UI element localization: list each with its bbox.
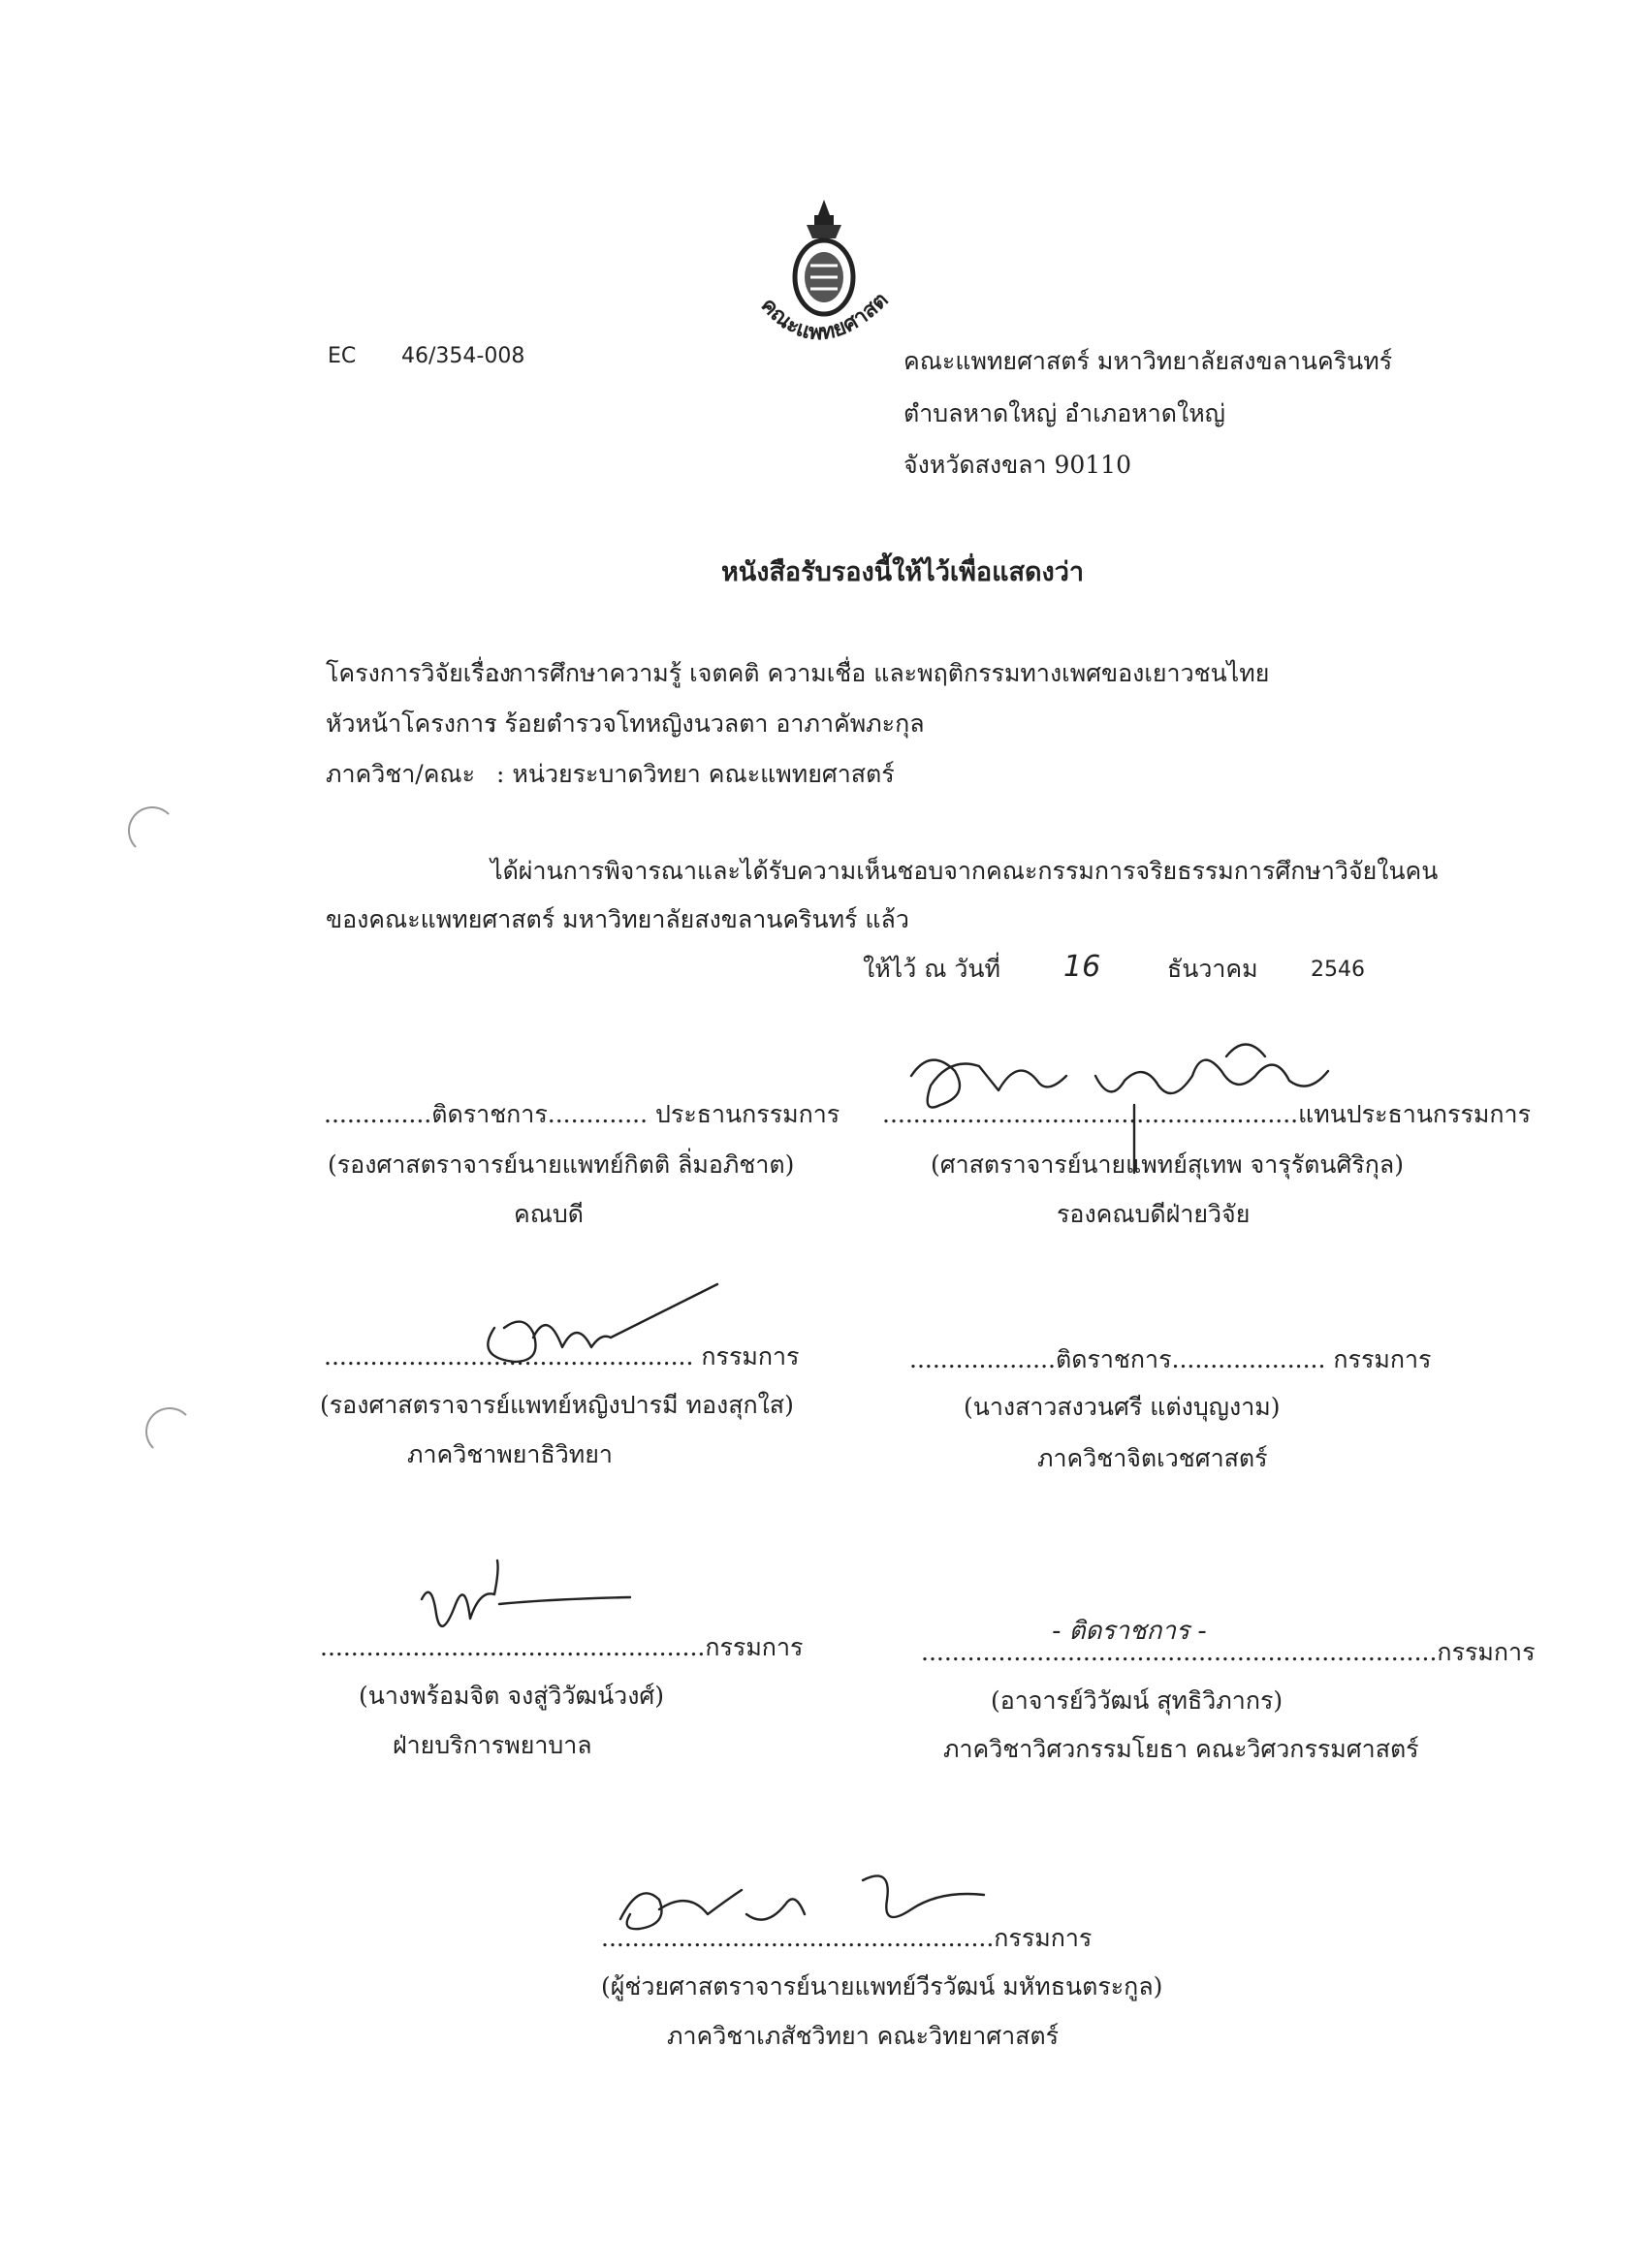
approval-text-line-2: ของคณะแพทยศาสตร์ มหาวิทยาลัยสงขลานครินทร์ แล้ว (326, 905, 909, 933)
university-seal (746, 194, 902, 359)
signatory-5-line: ..................................................กรรมการ (320, 1633, 804, 1661)
date-year: 2546 (1311, 958, 1365, 982)
project-dept-label: ภาควิชา/คณะ (326, 760, 476, 788)
signatory-1-name: (รองศาสตราจารย์นายแพทย์กิตติ ลิ่มอภิชาต) (328, 1150, 795, 1179)
ref-number: 46/354-008 (401, 344, 525, 368)
signatory-7-position: ภาควิชาเภสัชวิทยา คณะวิทยาศาสตร์ (667, 2022, 1060, 2050)
date-prefix: ให้ไว้ ณ วันที่ (863, 955, 1000, 983)
signatory-4-name: (นางสาวสงวนศรี แต่งบุญงาม) (964, 1393, 1281, 1421)
date-month: ธันวาคม (1167, 955, 1258, 983)
signatory-3-line: ................................................ กรรมการ (324, 1342, 800, 1370)
project-head-value: : ร้อยตำรวจโทหญิงนวลตา อาภาคัพภะกุล (489, 709, 925, 738)
signatory-3-position: ภาควิชาพยาธิวิทยา (407, 1440, 613, 1468)
address-line-2: ตำบลหาดใหญ่ อำเภอหาดใหญ่ (903, 399, 1225, 427)
signatory-4-line: ...................ติดราชการ.................... กรรมการ (909, 1345, 1432, 1373)
signatory-2-name: (ศาสตราจารย์นายแพทย์สุเทพ จารุรัตนศิริกุล) (931, 1150, 1404, 1179)
signatory-4-position: ภาควิชาจิตเวชศาสตร์ (1037, 1444, 1268, 1472)
project-dept-value: : หน่วยระบาดวิทยา คณะแพทยศาสตร์ (496, 760, 895, 788)
signatory-2-position: รองคณบดีฝ่ายวิจัย (1057, 1200, 1251, 1228)
punch-hole-bottom (145, 1407, 194, 1456)
project-head-label: หัวหน้าโครงการ (326, 709, 497, 738)
address-line-1: คณะแพทยศาสตร์ มหาวิทยาลัยสงขลานครินทร์ (903, 347, 1393, 375)
signatory-6-line: ...................................................................กรรมการ (921, 1638, 1536, 1666)
signatory-3-name: (รองศาสตราจารย์แพทย์หญิงปารมี ทองสุกใส) (320, 1391, 794, 1419)
signatory-1-line: ..............ติดราชการ............. ประธานกรรมการ (324, 1100, 840, 1128)
punch-hole-top (128, 806, 176, 855)
signatory-7-name: (ผู้ช่วยศาสตราจารย์นายแพทย์วีรวัฒน์ มหัทธนตระกูล) (601, 1972, 1163, 2000)
signatory-6-name: (อาจารย์วิวัฒน์ สุทธิวิภากร) (991, 1686, 1284, 1715)
date-day: 16 (1063, 950, 1101, 984)
signatory-7-line: ...................................................กรรมการ (601, 1924, 1093, 1952)
approval-text-line-1: ได้ผ่านการพิจารณาและได้รับความเห็นชอบจากคณะกรรมการจริยธรรมการศึกษาวิจัยในคน (491, 857, 1439, 885)
signatory-6-position: ภาควิชาวิศวกรรมโยธา คณะวิศวกรรมศาสตร์ (943, 1735, 1419, 1763)
signatory-2-line: ......................................................แทนประธานกรรมการ (882, 1100, 1531, 1128)
certificate-heading: หนังสือรับรองนี้ให้ไว้เพื่อแสดงว่า (721, 557, 1085, 587)
signatory-6-handwritten-note: - ติดราชการ - (1052, 1617, 1207, 1646)
seal-emblem-icon (746, 194, 902, 359)
seal-text: คณะแพทยศาสต (755, 288, 894, 346)
address-line-3: จังหวัดสงขลา 90110 (903, 451, 1131, 479)
signatory-5-name: (นางพร้อมจิต จงสู่วิวัฒน์วงศ์) (359, 1682, 665, 1710)
project-title-label: โครงการวิจัยเรื่อง (326, 659, 511, 687)
signatory-1-position: คณบดี (514, 1200, 585, 1228)
signatory-5-position: ฝ่ายบริการพยาบาล (393, 1731, 592, 1759)
ref-prefix: EC (328, 344, 357, 368)
project-title-value: : การศึกษาความรู้ เจตคติ ความเชื่อ และพฤติกรรมทางเพศของเยาวชนไทย (492, 659, 1270, 687)
